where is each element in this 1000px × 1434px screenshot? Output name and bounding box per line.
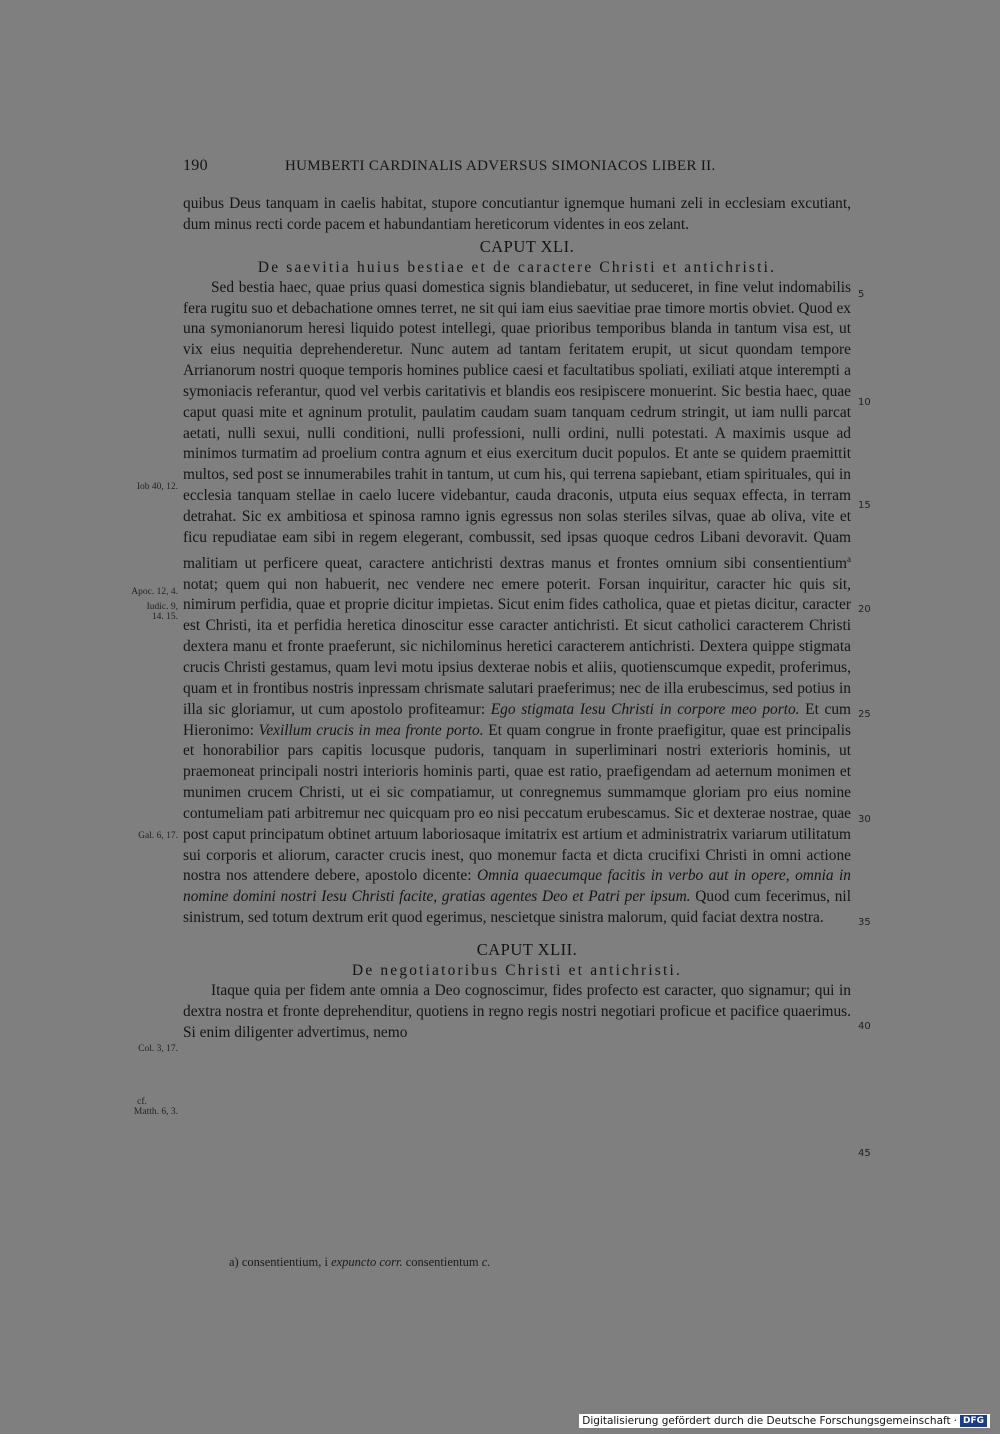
line-number: 30 xyxy=(858,814,871,825)
text-run: Sed bestia haec, quae prius quasi domestica signis blandiebatur, ut seduceret, in fine velut indomabilis fera rugitu suo et debachatione omnes terret, ne sit qui iam eius saevitiae prae timore mortis obviet. Quod ex una symonianorum heresi liquido potest intellegi, quae prioribus temporibus blanda in tantum visa est, ut vix eius nequitia deprehenderetur. Nunc autem ad tantam feritatem erupit, ut sicut quondam tempore Arrianorum nostri quoque temporis homines publice caesi et facultatibus spoliati, exiliati atque interempti a symoniacis referantur, quod vel verbis caritativis et blandis eos resipiscere monuerint. Sic bestia haec, quae caput quasi mite et agninum protulit, paulatim caudam suam tanquam cedrum stringit, ut iam nulli parcat aetati, nulli sexui, nulli conditioni, nulli professioni, nulli ordini, nulli potestati. A maximis usque ad minimos turmatim ad proelium contra agnum et eius exercitum ducit populos. Et ante se quidem praemittit multos, sed post se innumerabiles trahit in tantum, ut cum his, qui terrena sapiebant, etiam spirituales, qui in ecclesia tanquam stellae in caelo lucere videbantur, cauda draconis, utputa eius sequax effecta, in terram detrahat. Sic ex ambitiosa et spinosa ramno ignis egressus non solas steriles silvas, quae ab oliva, vite et ficu repudiatae eam sibi in regem elegerant, combussit, sed ipsas quoque cedros Libani devoravit. Quam malitiam ut perficere queat, caractere antichristi dextras manus et frontes omnium sibi consentientium xyxy=(183,278,851,572)
text-run: Et quam congrue in fronte praefigitur, quae est principalis et honorabilior pars capitis locusque pudoris, tanquam in superliminari nostri exterioris hominis, ut praemoneat principali nostri interioris hominis parti, quae est ratio, praefigendam ad aeternum monimen et munimen crucem Christi, ut ei sic compatiamur, ut conregnemus summamque gloriam pro eius nomine contumeliam pati arbitremur nec quicquam pro eo nisi peccatum erubescamus. Sic et dexterae nostrae, quae post caput principatum obtinet artuum laboriosaque imitatrix est artium et administratrix variarum utilitatum sui corporis et aliorum, caracter crucis inest, quo monemur facta et dicta crucifixi Christi in omni actione nostra nos attendere debere, apostolo dicente: xyxy=(183,721,851,885)
footnote-italic: expuncto corr. xyxy=(331,1255,403,1269)
margin-reference: Col. 3, 17. xyxy=(138,1044,178,1054)
text-run: Et cum Hieronimo: xyxy=(183,700,851,739)
dfg-logo-icon: DFG xyxy=(960,1415,987,1427)
quotation: Ego stigmata Iesu Christi in corpore meo porto. xyxy=(490,700,800,718)
chapter-41-subtitle: De saevitia huius bestiae et de caractere Christi et antichristi. xyxy=(257,258,777,276)
chapter-41-paragraph xyxy=(183,278,851,929)
margin-reference: Iudic. 9, xyxy=(146,602,178,612)
margin-reference: Iob 40, 12. xyxy=(136,482,178,492)
footnote-text: consentientum xyxy=(405,1255,479,1269)
footnote-marker: a) xyxy=(229,1255,239,1269)
line-number: 20 xyxy=(858,604,871,615)
quotation: Vexillum crucis in mea fronte porto. xyxy=(258,721,484,739)
running-title: HUMBERTI CARDINALIS ADVERSUS SIMONIACOS LIBER II. xyxy=(285,158,716,174)
margin-reference: Gal. 6, 17. xyxy=(138,831,178,841)
margin-reference: cf. xyxy=(137,1097,147,1107)
footnote xyxy=(229,1255,490,1270)
chapter-42-title: CAPUT XLII. xyxy=(476,939,578,959)
chapter-42-paragraph: Itaque quia per fidem ante omnia a Deo cognoscimur, fides profecto est caracter, quo signamur; qui in dextra nostra et fronte deprehenditur, quotiens in regno regis nostri negotiari proficue et pacifice quaerimus. Si enim diligenter advertimus, nemo xyxy=(183,981,851,1041)
margin-reference: Matth. 6, 3. xyxy=(133,1107,178,1117)
margin-reference: 14. 15. xyxy=(151,612,178,622)
line-number: 40 xyxy=(858,1021,871,1032)
running-header xyxy=(183,157,851,179)
margin-reference: Apoc. 12, 4. xyxy=(131,587,178,597)
footnote-mark: a xyxy=(847,553,851,564)
chapter-42-subtitle: De negotiatoribus Christi et antichristi. xyxy=(352,961,682,979)
page-number: 190 xyxy=(183,157,208,174)
text-run: Quod cum fecerimus, nil sinistrum, sed totum dextrum erit quod egerimus, nescietque sinistra malorum, quid faciat dextra nostra. xyxy=(183,888,851,927)
line-number: 15 xyxy=(858,500,871,511)
main-text xyxy=(183,194,851,1044)
line-number: 10 xyxy=(858,397,871,408)
quotation: Omnia quaecumque facitis in verbo aut in opere, omnia in nomine domini nostri Iesu Christi facite, gratias agentes Deo et Patri per ipsum. xyxy=(183,867,851,906)
chapter-41-title: CAPUT XLI. xyxy=(479,236,575,256)
funding-credit xyxy=(579,1414,990,1428)
line-number: 45 xyxy=(858,1148,871,1159)
intro-paragraph: quibus Deus tanquam in caelis habitat, stupore concutiantur ignemque humani zeli in ecclesiam excutiant, dum minus recti corde pacem et habundantiam hereticorum videntes in eos zelant. xyxy=(183,195,851,233)
credit-text: Digitalisierung gefördert durch die Deutsche Forschungsgemeinschaft xyxy=(582,1415,951,1427)
footnote-italic: c. xyxy=(481,1255,491,1269)
line-number: 25 xyxy=(858,709,871,720)
text-run: notat; quem qui non habuerit, nec vendere nec emere poterit. Forsan inquiritur, caracter hic quis sit, nimirum perfidia, quae et proprie dicitur impietas. Sicut enim fides catholica, quae et pietas dicitur, caracter est Christi, ita et perfidia heretica dinoscitur esse caracter antichristi. Et sicut catholici caracterem Christi dextera manu et fronte praeferunt, sic nichilominus heretici caracterem antichristi. Dextera quippe stigmata crucis Christi gestamus, quam levi motu ipsius dexterae nobis et aliis, quotienscumque expedit, proferimus, quam et in frontibus nostris inpressam chrismate salutari praeferimus; nec de illa erubescimus, sed potius in illa sic gloriamur, ut cum apostolo profiteamur: xyxy=(183,575,851,718)
line-number: 35 xyxy=(858,917,871,928)
footnote-text: consentientium, i xyxy=(241,1255,328,1269)
credit-separator: · xyxy=(953,1415,957,1427)
line-number: 5 xyxy=(858,289,865,300)
